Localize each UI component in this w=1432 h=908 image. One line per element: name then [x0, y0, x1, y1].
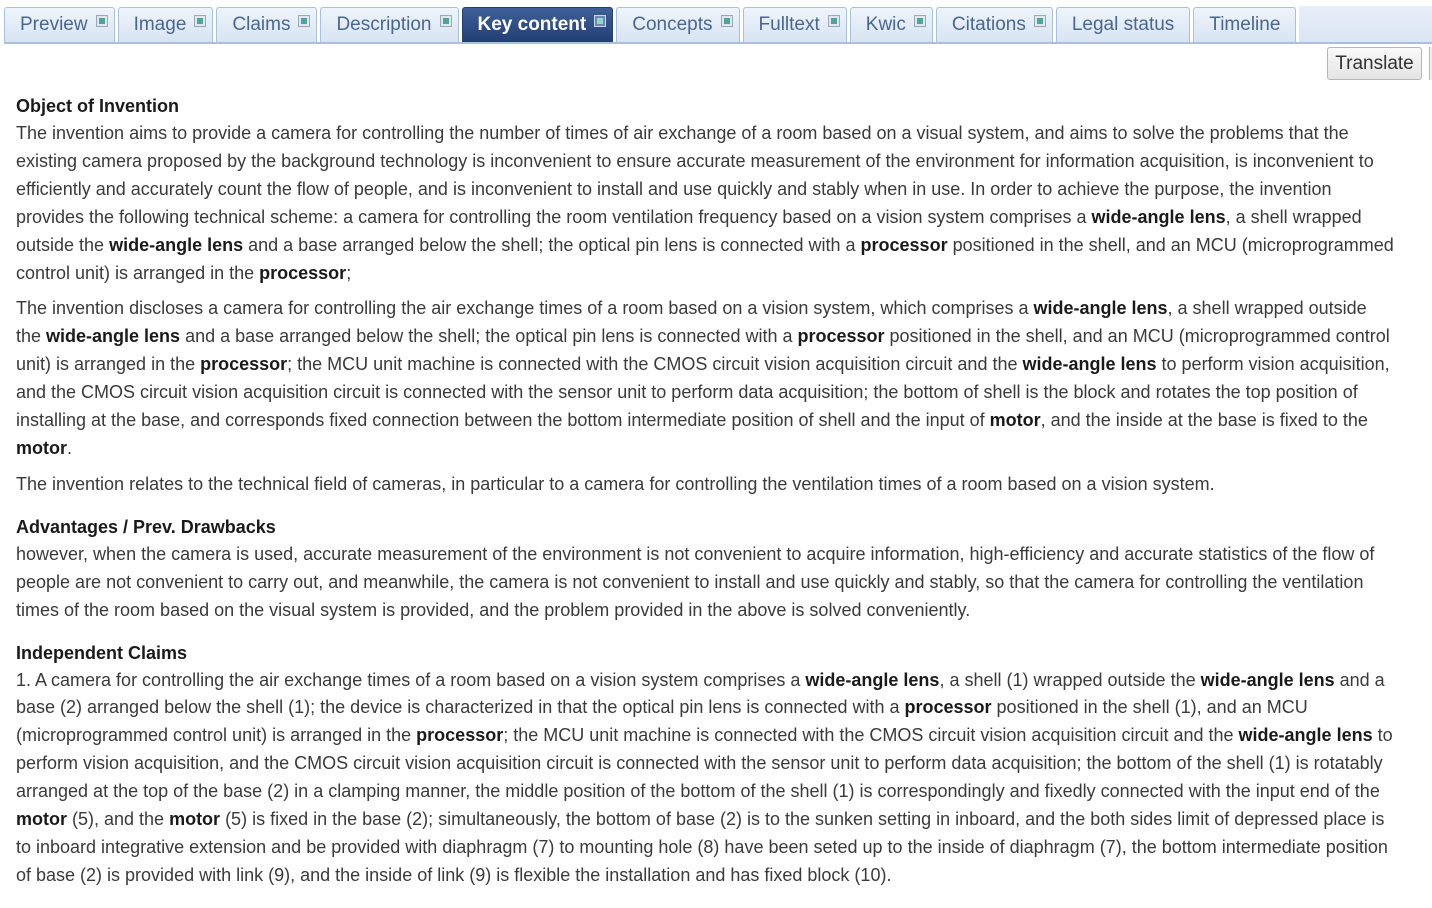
- tab-image[interactable]: [118, 7, 214, 42]
- tab-description[interactable]: [320, 7, 458, 42]
- tab-label: Image: [133, 14, 187, 35]
- section-advantages: [16, 513, 1396, 625]
- open-external-icon[interactable]: [914, 15, 926, 27]
- section-object-of-invention: [16, 92, 1396, 499]
- tab-preview[interactable]: [4, 7, 115, 42]
- text-run: however, when the camera is used, accurate measurement of the environment is not convenient to acquire information, high-efficiency and accurate statistics of the flow of people are not convenient to carry out, and meanwhile, the camera is not convenient to install and use quickly and stably, so that the camera for controlling the ventilation times of the room based on the visual system is provided, and the problem provided in the above is solved conveniently.: [16, 543, 1375, 620]
- highlighted-term: wide-angle lens: [1022, 354, 1157, 375]
- text-run: to perform vision acquisition, and the CMOS circuit vision acquisition circuit is connected with the sensor unit to perform data acquisition; the bottom of the shell (1) is rotatably arranged at the top of the base (2) in a clamping manner, the middle position of the bottom of the shell (1) is correspondingly and fixedly connected with the input end of the: [16, 725, 1393, 802]
- tab-label: Kwic: [865, 14, 906, 35]
- tab-label: Citations: [951, 14, 1026, 35]
- open-external-icon[interactable]: [721, 15, 733, 27]
- text-run: and a base arranged below the shell; the optical pin lens is connected with a: [180, 326, 798, 347]
- text-run: and a base arranged below the shell; the optical pin lens is connected with a: [243, 234, 861, 255]
- text-run: (5) is fixed in the base (2); simultaneously, the bottom of base (2) is to the sunken setting in inboard, and the both sides limit of depressed place is to inboard integrative extension and be provided with diaphragm (7) to mounting hole (8) have been seted up to the inside of diaphragm (7), the bottom intermediate position of base (2) is provided with link (9), and the inside of link (9) is flexible the installation and has fixed block (10).: [16, 809, 1388, 885]
- paragraph: [16, 471, 1396, 499]
- text-run: , a shell wrapped outside the: [16, 206, 1362, 255]
- text-run: and a base (2) arranged below the shell (1); the device is characterized in that the optical pin lens is connected with a: [16, 669, 1385, 718]
- highlighted-term: wide-angle lens: [109, 234, 244, 255]
- highlighted-term: wide-angle lens: [1200, 669, 1335, 690]
- tab-label: Claims: [232, 14, 291, 35]
- highlighted-term: wide-angle lens: [1033, 298, 1168, 319]
- highlighted-term: wide-angle lens: [1091, 206, 1226, 227]
- tab-concepts[interactable]: [616, 7, 739, 42]
- text-run: ;: [346, 262, 352, 283]
- key-content-panel: [16, 92, 1396, 898]
- tab-bar: [4, 4, 1432, 44]
- paragraph: [16, 120, 1396, 287]
- tab-label: Fulltext: [758, 14, 820, 35]
- highlighted-term: processor: [259, 262, 347, 283]
- tab-citations[interactable]: [936, 7, 1053, 42]
- highlighted-term: wide-angle lens: [46, 326, 181, 347]
- highlighted-term: processor: [904, 697, 992, 718]
- tab-key-content[interactable]: [462, 7, 614, 42]
- highlighted-term: wide-angle lens: [1238, 725, 1373, 746]
- text-run: ; the MCU unit machine is connected with the CMOS circuit vision acquisition circuit and the: [503, 725, 1239, 746]
- text-run: , a shell (1) wrapped outside the: [939, 669, 1201, 690]
- tab-kwic[interactable]: [850, 7, 933, 42]
- paragraph: [16, 295, 1396, 462]
- translate-button[interactable]: Translate: [1327, 47, 1422, 80]
- tab-label: Preview: [20, 14, 88, 35]
- highlighted-term: motor: [16, 809, 67, 830]
- text-run: .: [67, 437, 73, 458]
- open-external-icon[interactable]: [594, 15, 606, 27]
- highlighted-term: wide-angle lens: [805, 669, 940, 690]
- tab-legal-status[interactable]: [1056, 7, 1190, 42]
- open-external-icon[interactable]: [828, 15, 840, 27]
- text-run: positioned in the shell, and an MCU (microprogrammed control unit) is arranged in the: [16, 326, 1390, 375]
- text-run: , and the inside at the base is fixed to the: [1040, 410, 1368, 431]
- tab-bar-filler: [1299, 6, 1432, 42]
- highlighted-term: motor: [16, 437, 67, 458]
- open-external-icon[interactable]: [298, 15, 310, 27]
- tab-fulltext[interactable]: [743, 7, 847, 42]
- text-run: The invention aims to provide a camera for controlling the number of times of air exchange of a room based on a visual system, and aims to solve the problems that the existing camera proposed by the background technology is inconvenient to ensure accurate measurement of the environment for information acquisition, is inconvenient to efficiently and accurately count the flow of people, and is inconvenient to install and use quickly and stably when in use. In order to achieve the purpose, the invention provides the following technical scheme: a camera for controlling the room ventilation frequency based on a vision system comprises a: [16, 123, 1374, 227]
- tab-timeline[interactable]: [1193, 7, 1296, 42]
- open-external-icon[interactable]: [194, 15, 206, 27]
- section-heading: Advantages / Prev. Drawbacks: [16, 516, 276, 537]
- paragraph: [16, 541, 1396, 625]
- text-run: positioned in the shell (1), and an MCU (microprogrammed control unit) is arranged in the: [16, 697, 1308, 746]
- text-run: positioned in the shell, and an MCU (microprogrammed control unit) is arranged in the: [16, 234, 1394, 283]
- open-external-icon[interactable]: [1034, 15, 1046, 27]
- tab-claims[interactable]: [216, 7, 317, 42]
- highlighted-term: motor: [989, 410, 1041, 431]
- highlighted-term: processor: [797, 326, 885, 347]
- highlighted-term: processor: [200, 354, 288, 375]
- open-external-icon[interactable]: [440, 15, 452, 27]
- tab-label: Legal status: [1071, 14, 1175, 35]
- section-independent-claims: [16, 639, 1396, 890]
- text-run: ; the MCU unit machine is connected with the CMOS circuit vision acquisition circuit and the: [287, 354, 1023, 375]
- section-heading: Independent Claims: [16, 642, 188, 663]
- highlighted-term: motor: [169, 809, 221, 830]
- paragraph: [16, 667, 1396, 890]
- text-run: , a shell wrapped outside the: [16, 298, 1367, 347]
- text-run: The invention discloses a camera for controlling the air exchange times of a room based on a vision system, which comprises a: [16, 298, 1034, 319]
- tab-label: Key content: [477, 14, 587, 35]
- tab-label: Concepts: [632, 14, 713, 35]
- tab-label: Description: [336, 14, 432, 35]
- open-external-icon[interactable]: [96, 15, 108, 27]
- text-run: (5), and the: [67, 809, 170, 830]
- highlighted-term: processor: [416, 725, 504, 746]
- text-run: to perform vision acquisition, and the CMOS circuit vision acquisition circuit is connected with the sensor unit to perform data acquisition; the bottom of shell is the block and rotates the top position of installing at the base, and corresponds fixed connection between the bottom intermediate position of shell and the input of: [16, 354, 1390, 431]
- tab-label: Timeline: [1209, 14, 1281, 35]
- text-run: 1. A camera for controlling the air exchange times of a room based on a vision system comprises a: [16, 669, 806, 690]
- highlighted-term: processor: [860, 234, 948, 255]
- text-run: The invention relates to the technical field of cameras, in particular to a camera for controlling the ventilation times of a room based on a vision system.: [16, 473, 1215, 494]
- section-heading: Object of Invention: [16, 96, 180, 116]
